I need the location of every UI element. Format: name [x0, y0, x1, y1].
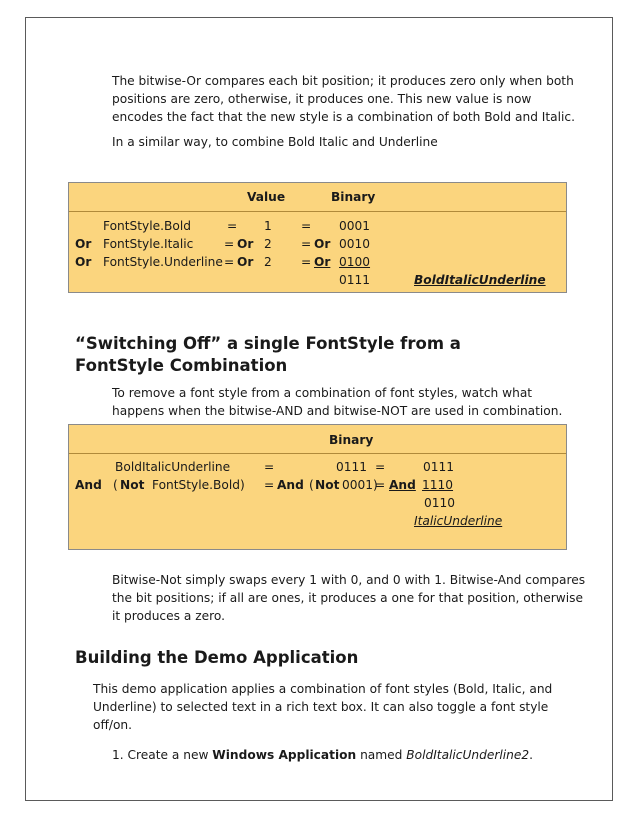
row1-res: 0111: [423, 460, 455, 474]
row1-eq: =: [264, 460, 275, 474]
row2-not2: Not: [315, 478, 340, 492]
row3-val: 2: [264, 255, 272, 269]
row3-or: Or: [237, 255, 254, 269]
row1-eq: =: [227, 219, 238, 233]
row1-name: FontStyle.Bold: [103, 219, 191, 233]
step-italic: BoldItalicUnderline2: [406, 748, 530, 762]
header-value: Value: [247, 190, 286, 204]
step-number: 1.: [112, 748, 124, 762]
row1-eq2: =: [301, 219, 312, 233]
step-mid: named: [360, 748, 403, 762]
section-heading-switching-off: “Switching Off” a single FontStyle from a FontStyle Combination: [75, 334, 461, 375]
row2-res: 1110: [422, 478, 454, 492]
row2-eq: =: [264, 478, 275, 492]
row3-eq: =: [224, 255, 235, 269]
row2-not: Not: [120, 478, 145, 492]
step-pre: Create a new: [127, 748, 209, 762]
section2-paragraph: This demo application applies a combination of font styles (Bold, Italic, and Underline) to selected text in a rich text box. It can also toggle a font style off/on.: [93, 682, 553, 732]
row2-eq2: =: [375, 478, 386, 492]
row2-val: 2: [264, 237, 272, 251]
result-bin: 0111: [339, 273, 371, 287]
row3-op: Or: [75, 255, 92, 269]
row2-op: And: [75, 478, 102, 492]
row2-and: And: [277, 478, 304, 492]
row3-eq2: =: [301, 255, 312, 269]
row2-or: Or: [237, 237, 254, 251]
row2-name: FontStyle.Bold): [152, 478, 245, 492]
row1-bin: 0111: [336, 460, 368, 474]
row2-open: (: [113, 478, 118, 492]
row2-bin: 0010: [339, 237, 371, 251]
row3-name: FontStyle.Underline: [103, 255, 223, 269]
step-end: .: [529, 748, 534, 762]
intro-paragraph-2: In a similar way, to combine Bold Italic and Underline: [112, 135, 438, 149]
row2-name: FontStyle.Italic: [103, 237, 194, 251]
header-divider: [69, 211, 566, 212]
row2-eq: =: [224, 237, 235, 251]
section-heading-demo: Building the Demo Application: [75, 648, 359, 667]
row1-eq2: =: [375, 460, 386, 474]
result-bin: 0110: [424, 496, 456, 510]
header-binary: Binary: [329, 433, 374, 447]
row2-and2: And: [389, 478, 416, 492]
row2-open2: (: [309, 478, 314, 492]
row3-or2: Or: [314, 255, 331, 269]
row2-eq2: =: [301, 237, 312, 251]
row2-or2: Or: [314, 237, 331, 251]
row2-op: Or: [75, 237, 92, 251]
row1-name: BoldItalicUnderline: [115, 460, 231, 474]
row2-bin: 0001): [342, 478, 378, 492]
header-divider: [69, 453, 566, 454]
bitwise-not-explanation: Bitwise-Not simply swaps every 1 with 0, and 0 with 1. Bitwise-And compares the bit positions; if all are ones, it produces a one for that position, otherwise it produces a zero.: [112, 573, 586, 623]
step-bold: Windows Application: [212, 748, 357, 762]
bitwise-or-table: [68, 182, 567, 293]
section1-paragraph: To remove a font style from a combination of font styles, watch what happens when the bitwise-AND and bitwise-NOT are used in combination.: [112, 386, 563, 418]
intro-paragraph: The bitwise-Or compares each bit position; it produces zero only when both positions are zero, otherwise, it produces one. This new value is now encodes the fact that the new style is a combination of both Bold and Italic.: [112, 74, 576, 124]
result-name: ItalicUnderline: [414, 514, 503, 528]
result-name: BoldItalicUnderline: [414, 273, 546, 287]
row1-val: 1: [264, 219, 272, 233]
header-binary: Binary: [331, 190, 376, 204]
row1-bin: 0001: [339, 219, 371, 233]
row3-bin: 0100: [339, 255, 371, 269]
list-item: [112, 746, 533, 764]
bitwise-and-not-table: [68, 424, 567, 550]
